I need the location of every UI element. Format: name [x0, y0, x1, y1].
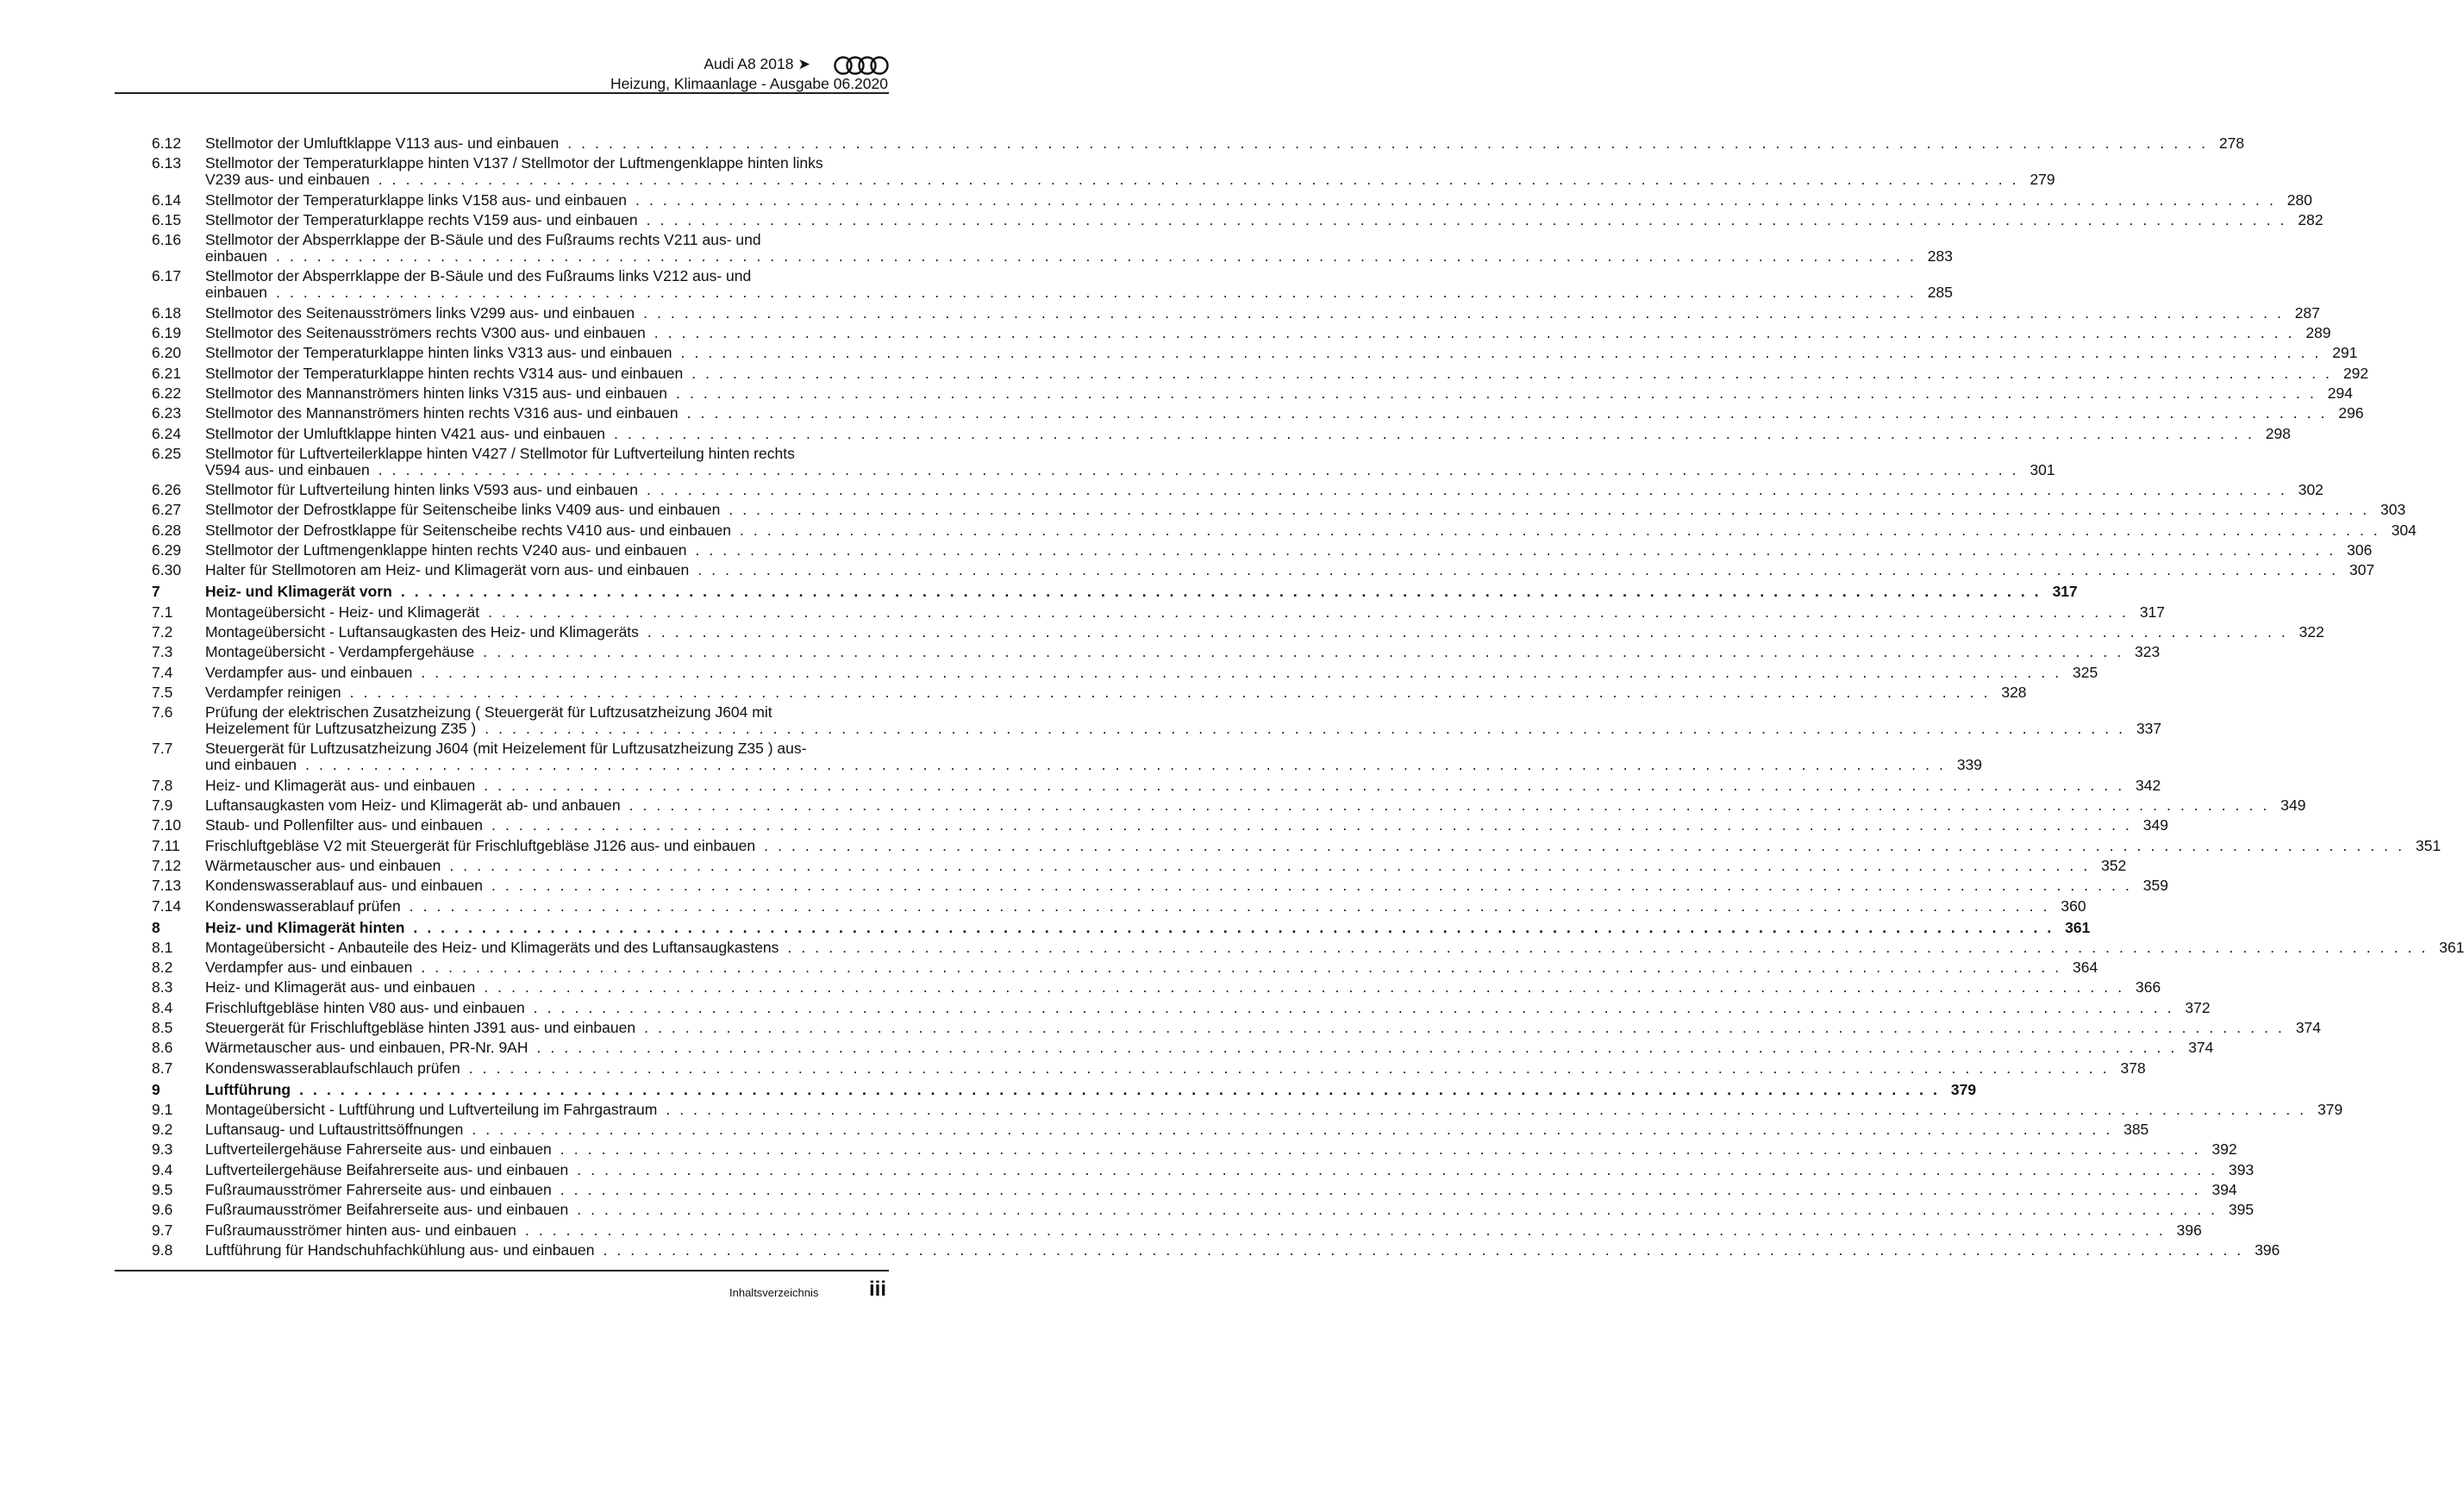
toc-entry-page: 287: [2294, 303, 2320, 322]
toc-entry-title: Stellmotor des Seitenausströmers links V299 aus- und einbauen: [205, 303, 635, 322]
toc-entry[interactable]: [152, 856, 2127, 874]
toc-entry-page: 360: [2061, 897, 2086, 915]
toc-entry-number: 7.7: [152, 740, 173, 758]
toc-entry-page: 395: [2228, 1201, 2254, 1219]
dot-leader: . . . . . . . . . . . . . . . . . . . . . . . . . . . . . . . . . . . . . . . . . . . . . . . . . . . . . . . . . . . . . . . . . . . . . . . . . . . . . . . . . . . . . . . . . . . . . . . . . . . . . . . . . . . . . . . . . . . . . . . .: [646, 210, 2287, 228]
toc-entry-page: 307: [2349, 561, 2375, 579]
dot-leader: . . . . . . . . . . . . . . . . . . . . . . . . . . . . . . . . . . . . . . . . . . . . . . . . . . . . . . . . . . . . . . . . . . . . . . . . . . . . . . . . . . . . . . . . . . . . . . . . . . . . . . . . . . . . . . . . . . . . . . . .: [560, 1140, 2201, 1159]
toc-entry-title: Stellmotor der Temperaturklappe hinten rechts V314 aus- und einbauen: [205, 364, 684, 382]
dot-leader: . . . . . . . . . . . . . . . . . . . . . . . . . . . . . . . . . . . . . . . . . . . . . . . . . . . . . . . . . . . . . . . . . . . . . . . . . . . . . . . . . . . . . . . . . . . . . . . . . . . . . . . . . . . . . . . . . . . . . . . .: [536, 1039, 2178, 1057]
toc-entry-number: 6.29: [152, 541, 182, 559]
toc-entry[interactable]: [152, 663, 2098, 681]
toc-entry-number: 6.21: [152, 364, 182, 382]
toc-entry-title: und einbauen: [205, 756, 297, 774]
toc-entry-title: Frischluftgebläse V2 mit Steuergerät für Frischluftgebläse J126 aus- und einbauen: [205, 836, 756, 854]
toc-entry[interactable]: [152, 1039, 2214, 1057]
toc-entry[interactable]: [152, 959, 2098, 977]
toc-entry-page: 361: [2065, 918, 2091, 936]
toc-entry-page: 303: [2380, 501, 2406, 519]
toc-entry-title: Luftführung: [205, 1080, 291, 1098]
toc-entry-title: einbauen: [205, 284, 268, 302]
toc-entry-title: einbauen: [205, 247, 268, 266]
toc-entry-number: 8.6: [152, 1039, 173, 1057]
dot-leader: . . . . . . . . . . . . . . . . . . . . . . . . . . . . . . . . . . . . . . . . . . . . . . . . . . . . . . . . . . . . . . . . . . . . . . . . . . . . . . . . . . . . . . . . . . . . . . . . . . . . . . . . . . . . . . . . . . . . . . . .: [485, 720, 2126, 738]
dot-leader: . . . . . . . . . . . . . . . . . . . . . . . . . . . . . . . . . . . . . . . . . . . . . . . . . . . . . . . . . . . . . . . . . . . . . . . . . . . . . . . . . . . . . . . . . . . . . . . . . . . . . . . . . . . . . . . . . . . . . . . .: [666, 1100, 2307, 1118]
toc-entry-title: Heizelement für Luftzusatzheizung Z35 ): [205, 720, 477, 738]
toc-entry-page: 339: [1956, 756, 1983, 774]
toc-entry[interactable]: [152, 364, 2369, 382]
document-subtitle: Heizung, Klimaanlage - Ausgabe 06.2020: [610, 75, 888, 92]
toc-entry-number: 7.14: [152, 897, 182, 915]
toc-entry-title: Luftansaugkasten vom Heiz- und Klimagerät ab- und anbauen: [205, 797, 621, 815]
toc-entry-number: 6.16: [152, 231, 182, 249]
dot-leader: . . . . . . . . . . . . . . . . . . . . . . . . . . . . . . . . . . . . . . . . . . . . . . . . . . . . . . . . . . . . . . . . . . . . . . . . . . . . . . . . . . . . . . . . . . . . . . . . . . . . . . . . . . . . . . . . . . . . . . . .: [468, 1059, 2110, 1077]
toc-entry-number: 8.5: [152, 1018, 173, 1036]
dot-leader: . . . . . . . . . . . . . . . . . . . . . . . . . . . . . . . . . . . . . . . . . . . . . . . . . . . . . . . . . . . . . . . . . . . . . . . . . . . . . . . . . . . . . . . . . . . . . . . . . . . . . . . . . . . . . . . . . . . . . . . .: [484, 776, 2125, 794]
toc-entry[interactable]: [152, 324, 2331, 342]
toc-entry-page: 296: [2338, 404, 2364, 422]
toc-entry-page: 394: [2211, 1181, 2237, 1199]
toc-entry[interactable]: [152, 797, 2306, 815]
toc-entry-title: Staub- und Pollenfilter aus- und einbauen: [205, 816, 484, 834]
toc-entry-title: Stellmotor der Umluftklappe hinten V421 aus- und einbauen: [205, 424, 606, 442]
toc-entry-title: Stellmotor der Temperaturklappe rechts V159 aus- und einbauen: [205, 210, 638, 228]
toc-entry[interactable]: [152, 344, 2358, 362]
toc-entry-number: 7.13: [152, 877, 182, 895]
header-rule: [115, 92, 889, 94]
dot-leader: . . . . . . . . . . . . . . . . . . . . . . . . . . . . . . . . . . . . . . . . . . . . . . . . . . . . . . . . . . . . . . . . . . . . . . . . . . . . . . . . . . . . . . . . . . . . . . . . . . . . . . . . . . . . . . . . . . . . . . . .: [491, 816, 2132, 834]
dot-leader: . . . . . . . . . . . . . . . . . . . . . . . . . . . . . . . . . . . . . . . . . . . . . . . . . . . . . . . . . . . . . . . . . . . . . . . . . . . . . . . . . . . . . . . . . . . . . . . . . . . . . . . . . . . . . . . . . . . . . . . .: [421, 959, 2062, 977]
toc-entry[interactable]: [152, 384, 2353, 402]
toc-entry[interactable]: [152, 1018, 2322, 1036]
toc-entry-page: 294: [2327, 384, 2353, 402]
toc-entry-page: 292: [2342, 364, 2369, 382]
toc-entry-title: Stellmotor des Seitenausströmers rechts V300 aus- und einbauen: [205, 324, 646, 342]
footer-page-number: iii: [869, 1278, 887, 1301]
toc-entry-number: 6.23: [152, 404, 182, 422]
toc-entry[interactable]: [152, 561, 2375, 579]
toc-entry-page: 328: [2001, 683, 2027, 701]
toc-entry-number: 6.25: [152, 444, 182, 462]
dot-leader: . . . . . . . . . . . . . . . . . . . . . . . . . . . . . . . . . . . . . . . . . . . . . . . . . . . . . . . . . . . . . . . . . . . . . . . . . . . . . . . . . . . . . . . . . . . . . . . . . . . . . . . . . . . . . . . . . . . . . . . .: [378, 171, 2019, 189]
toc-entry-page: 304: [2391, 521, 2417, 539]
toc-entry-page: 378: [2120, 1059, 2146, 1077]
toc-entry-number: 7.4: [152, 663, 173, 681]
dot-leader: . . . . . . . . . . . . . . . . . . . . . . . . . . . . . . . . . . . . . . . . . . . . . . . . . . . . . . . . . . . . . . . . . . . . . . . . . . . . . . . . . . . . . . . . . . . . . . . . . . . . . . . . . . . . . . . . . . . . . . . .: [635, 191, 2276, 209]
toc-entry-page: 317: [2052, 583, 2078, 601]
toc-entry-title: Prüfung der elektrischen Zusatzheizung ( Steuergerät für Luftzusatzheizung J604 mit: [205, 703, 772, 722]
footer-section-label: Inhaltsverzeichnis: [729, 1286, 819, 1299]
toc-entry-title: Steuergerät für Frischluftgebläse hinten J391 aus- und einbauen: [205, 1018, 636, 1036]
toc-chapter[interactable]: [152, 583, 2078, 601]
toc-entry-number: 8.4: [152, 998, 173, 1016]
toc-entry[interactable]: [152, 816, 2168, 834]
toc-entry-title: Luftführung für Handschuhfachkühlung aus- und einbauen: [205, 1240, 595, 1259]
toc-entry[interactable]: [152, 444, 2055, 478]
dot-leader: . . . . . . . . . . . . . . . . . . . . . . . . . . . . . . . . . . . . . . . . . . . . . . . . . . . . . . . . . . . . . . . . . . . . . . . . . . . . . . . . . . . . . . . . . . . . . . . . . . . . . . . . . . . . . . . . . . . . . . . .: [276, 284, 1917, 302]
toc-entry-number: 7.2: [152, 622, 173, 640]
toc-entry-number: 8.2: [152, 959, 173, 977]
dot-leader: . . . . . . . . . . . . . . . . . . . . . . . . . . . . . . . . . . . . . . . . . . . . . . . . . . . . . . . . . . . . . . . . . . . . . . . . . . . . . . . . . . . . . . . . . . . . . . . . . . . . . . . . . . . . . . . . . . . . . . . .: [560, 1181, 2201, 1199]
table-of-contents: [152, 134, 2464, 1262]
dot-leader: . . . . . . . . . . . . . . . . . . . . . . . . . . . . . . . . . . . . . . . . . . . . . . . . . . . . . . . . . . . . . . . . . . . . . . . . . . . . . . . . . . . . . . . . . . . . . . . . . . . . . . . . . . . . . . . . . . . . . . . .: [577, 1201, 2218, 1219]
toc-entry[interactable]: [152, 603, 2166, 621]
toc-entry-page: 337: [2136, 720, 2162, 738]
toc-entry[interactable]: [152, 501, 2406, 519]
toc-entry-number: 9.8: [152, 1240, 173, 1259]
toc-entry-page: 385: [2123, 1121, 2149, 1139]
toc-entry[interactable]: [152, 231, 1953, 266]
toc-entry-title: Stellmotor der Absperrklappe der B-Säule und des Fußraums rechts V211 aus- und: [205, 231, 761, 249]
toc-entry-title: Stellmotor des Mannanströmers hinten links V315 aus- und einbauen: [205, 384, 668, 402]
dot-leader: . . . . . . . . . . . . . . . . . . . . . . . . . . . . . . . . . . . . . . . . . . . . . . . . . . . . . . . . . . . . . . . . . . . . . . . . . . . . . . . . . . . . . . . . . . . . . . . . . . . . . . . . . . . . . . . . . . . . . . . .: [577, 1160, 2218, 1178]
dot-leader: . . . . . . . . . . . . . . . . . . . . . . . . . . . . . . . . . . . . . . . . . . . . . . . . . . . . . . . . . . . . . . . . . . . . . . . . . . . . . . . . . . . . . . . . . . . . . . . . . . . . . . . . . . . . . . . . . . . . . . . .: [484, 978, 2125, 997]
toc-entry-title: Verdampfer reinigen: [205, 683, 341, 701]
toc-entry-page: 279: [2029, 171, 2055, 189]
toc-entry-title: Heiz- und Klimagerät hinten: [205, 918, 405, 936]
toc-entry[interactable]: [152, 1221, 2202, 1239]
toc-entry-number: 9.7: [152, 1221, 173, 1239]
toc-entry-number: 6.20: [152, 344, 182, 362]
toc-entry-title: Frischluftgebläse hinten V80 aus- und einbauen: [205, 998, 525, 1016]
dot-leader: . . . . . . . . . . . . . . . . . . . . . . . . . . . . . . . . . . . . . . . . . . . . . . . . . . . . . . . . . . . . . . . . . . . . . . . . . . . . . . . . . . . . . . . . . . . . . . . . . . . . . . . . . . . . . . . . . . . . . . . .: [686, 404, 2328, 422]
dot-leader: . . . . . . . . . . . . . . . . . . . . . . . . . . . . . . . . . . . . . . . . . . . . . . . . . . . . . . . . . . . . . . . . . . . . . . . . . . . . . . . . . . . . . . . . . . . . . . . . . . . . . . . . . . . . . . . . . . . . . . . .: [524, 1221, 2166, 1239]
toc-entry-number: 6.22: [152, 384, 182, 402]
toc-entry-number: 7.12: [152, 856, 182, 874]
toc-entry-title: Heiz- und Klimagerät vorn: [205, 583, 392, 601]
dot-leader: . . . . . . . . . . . . . . . . . . . . . . . . . . . . . . . . . . . . . . . . . . . . . . . . . . . . . . . . . . . . . . . . . . . . . . . . . . . . . . . . . . . . . . . . . . . . . . . . . . . . . . . . . . . . . . . . . . . . . . . .: [276, 247, 1917, 266]
dot-leader: . . . . . . . . . . . . . . . . . . . . . . . . . . . . . . . . . . . . . . . . . . . . . . . . . . . . . . . . . . . . . . . . . . . . . . . . . . . . . . . . . . . . . . . . . . . . . . . . . . . . . . . . . . . . . . . . . . . . . . . .: [400, 583, 2042, 601]
dot-leader: . . . . . . . . . . . . . . . . . . . . . . . . . . . . . . . . . . . . . . . . . . . . . . . . . . . . . . . . . . . . . . . . . . . . . . . . . . . . . . . . . . . . . . . . . . . . . . . . . . . . . . . . . . . . . . . . . . . . . . . .: [413, 918, 2054, 936]
toc-entry[interactable]: [152, 836, 2442, 854]
toc-entry-page: 379: [1950, 1080, 1977, 1098]
toc-entry-title: Heiz- und Klimagerät aus- und einbauen: [205, 776, 476, 794]
toc-entry-title: Steuergerät für Luftzusatzheizung J604 (mit Heizelement für Luftzusatzheizung Z35 ) aus-: [205, 740, 807, 758]
toc-entry-number: 7.3: [152, 643, 173, 661]
toc-entry[interactable]: [152, 267, 1953, 302]
dot-leader: . . . . . . . . . . . . . . . . . . . . . . . . . . . . . . . . . . . . . . . . . . . . . . . . . . . . . . . . . . . . . . . . . . . . . . . . . . . . . . . . . . . . . . . . . . . . . . . . . . . . . . . . . . . . . . . . . . . . . . . .: [644, 1018, 2286, 1036]
toc-entry-number: 9.4: [152, 1160, 173, 1178]
dot-leader: . . . . . . . . . . . . . . . . . . . . . . . . . . . . . . . . . . . . . . . . . . . . . . . . . . . . . . . . . . . . . . . . . . . . . . . . . . . . . . . . . . . . . . . . . . . . . . . . . . . . . . . . . . . . . . . . . . . . . . . .: [483, 643, 2124, 661]
toc-entry[interactable]: [152, 703, 2162, 738]
toc-entry-number: 7.5: [152, 683, 173, 701]
toc-entry[interactable]: [152, 1240, 2280, 1259]
toc-entry-number: 7.11: [152, 836, 180, 854]
toc-entry-number: 6.17: [152, 267, 182, 285]
toc-entry[interactable]: [152, 424, 2291, 442]
toc-entry-number: 6.30: [152, 561, 182, 579]
toc-entry-number: 6.14: [152, 191, 182, 209]
toc-chapter[interactable]: [152, 1080, 1977, 1098]
toc-entry-number: 6.13: [152, 154, 182, 172]
dot-leader: . . . . . . . . . . . . . . . . . . . . . . . . . . . . . . . . . . . . . . . . . . . . . . . . . . . . . . . . . . . . . . . . . . . . . . . . . . . . . . . . . . . . . . . . . . . . . . . . . . . . . . . . . . . . . . . . . . . . . . . .: [491, 877, 2132, 895]
dot-leader: . . . . . . . . . . . . . . . . . . . . . . . . . . . . . . . . . . . . . . . . . . . . . . . . . . . . . . . . . . . . . . . . . . . . . . . . . . . . . . . . . . . . . . . . . . . . . . . . . . . . . . . . . . . . . . . . . . . . . . . .: [697, 561, 2339, 579]
toc-entry-page: 301: [2029, 460, 2055, 478]
toc-entry-title: Kondenswasserablaufschlauch prüfen: [205, 1059, 460, 1077]
toc-entry-number: 8.3: [152, 978, 173, 997]
toc-entry-number: 9.5: [152, 1181, 173, 1199]
toc-entry[interactable]: [152, 643, 2161, 661]
toc-entry[interactable]: [152, 1201, 2254, 1219]
toc-entry-title: Stellmotor der Defrostklappe für Seitenscheibe links V409 aus- und einbauen: [205, 501, 721, 519]
dot-leader: . . . . . . . . . . . . . . . . . . . . . . . . . . . . . . . . . . . . . . . . . . . . . . . . . . . . . . . . . . . . . . . . . . . . . . . . . . . . . . . . . . . . . . . . . . . . . . . . . . . . . . . . . . . . . . . . . . . . . . . .: [421, 663, 2062, 681]
toc-entry[interactable]: [152, 210, 2323, 228]
toc-entry-page: 392: [2211, 1140, 2237, 1159]
toc-entry-page: 283: [1927, 247, 1953, 266]
toc-entry[interactable]: [152, 683, 2027, 701]
toc-entry-title: Luftansaug- und Luftaustrittsöffnungen: [205, 1121, 464, 1139]
dot-leader: . . . . . . . . . . . . . . . . . . . . . . . . . . . . . . . . . . . . . . . . . . . . . . . . . . . . . . . . . . . . . . . . . . . . . . . . . . . . . . . . . . . . . . . . . . . . . . . . . . . . . . . . . . . . . . . . . . . . . . . .: [729, 501, 2370, 519]
toc-entry[interactable]: [152, 521, 2417, 539]
toc-entry-title: Stellmotor der Temperaturklappe links V158 aus- und einbauen: [205, 191, 628, 209]
dot-leader: . . . . . . . . . . . . . . . . . . . . . . . . . . . . . . . . . . . . . . . . . . . . . . . . . . . . . . . . . . . . . . . . . . . . . . . . . . . . . . . . . . . . . . . . . . . . . . . . . . . . . . . . . . . . . . . . . . . . . . . .: [676, 384, 2317, 402]
dot-leader: . . . . . . . . . . . . . . . . . . . . . . . . . . . . . . . . . . . . . . . . . . . . . . . . . . . . . . . . . . . . . . . . . . . . . . . . . . . . . . . . . . . . . . . . . . . . . . . . . . . . . . . . . . . . . . . . . . . . . . . .: [787, 938, 2429, 956]
document-title: Audi A8 2018 ➤: [704, 55, 810, 72]
toc-entry[interactable]: [152, 776, 2161, 794]
toc-entry-number: 7.1: [152, 603, 173, 621]
toc-entry[interactable]: [152, 622, 2324, 640]
toc-entry-number: 6.18: [152, 303, 182, 322]
toc-entry-page: 349: [2142, 816, 2168, 834]
toc-entry-number: 9.2: [152, 1121, 173, 1139]
toc-entry-title: Montageübersicht - Verdampfergehäuse: [205, 643, 475, 661]
dot-leader: . . . . . . . . . . . . . . . . . . . . . . . . . . . . . . . . . . . . . . . . . . . . . . . . . . . . . . . . . . . . . . . . . . . . . . . . . . . . . . . . . . . . . . . . . . . . . . . . . . . . . . . . . . . . . . . . . . . . . . . .: [533, 998, 2174, 1016]
toc-entry-number: 6.15: [152, 210, 182, 228]
dot-leader: . . . . . . . . . . . . . . . . . . . . . . . . . . . . . . . . . . . . . . . . . . . . . . . . . . . . . . . . . . . . . . . . . . . . . . . . . . . . . . . . . . . . . . . . . . . . . . . . . . . . . . . . . . . . . . . . . . . . . . . .: [603, 1240, 2244, 1259]
toc-entry-page: 317: [2139, 603, 2166, 621]
dot-leader: . . . . . . . . . . . . . . . . . . . . . . . . . . . . . . . . . . . . . . . . . . . . . . . . . . . . . . . . . . . . . . . . . . . . . . . . . . . . . . . . . . . . . . . . . . . . . . . . . . . . . . . . . . . . . . . . . . . . . . . .: [614, 424, 2254, 442]
dot-leader: . . . . . . . . . . . . . . . . . . . . . . . . . . . . . . . . . . . . . . . . . . . . . . . . . . . . . . . . . . . . . . . . . . . . . . . . . . . . . . . . . . . . . . . . . . . . . . . . . . . . . . . . . . . . . . . . . . . . . . . .: [646, 481, 2287, 499]
audi-rings-logo: [834, 55, 889, 76]
toc-entry-page: 306: [2347, 541, 2373, 559]
toc-entry-number: 8.1: [152, 938, 173, 956]
toc-entry-title: Verdampfer aus- und einbauen: [205, 663, 413, 681]
toc-entry-title: Stellmotor des Mannanströmers hinten rechts V316 aus- und einbauen: [205, 404, 679, 422]
toc-entry-title: Fußraumausströmer Beifahrerseite aus- und einbauen: [205, 1201, 569, 1219]
toc-entry-title: Luftverteilergehäuse Fahrerseite aus- und einbauen: [205, 1140, 552, 1159]
toc-entry-page: 302: [2298, 481, 2323, 499]
toc-entry-page: 351: [2415, 836, 2442, 854]
dot-leader: . . . . . . . . . . . . . . . . . . . . . . . . . . . . . . . . . . . . . . . . . . . . . . . . . . . . . . . . . . . . . . . . . . . . . . . . . . . . . . . . . . . . . . . . . . . . . . . . . . . . . . . . . . . . . . . . . . . . . . . .: [409, 897, 2050, 915]
toc-entry-page: 298: [2265, 424, 2291, 442]
toc-entry[interactable]: [152, 897, 2086, 915]
toc-chapter[interactable]: [152, 918, 2091, 936]
toc-entry-page: 322: [2298, 622, 2324, 640]
toc-entry-page: 361: [2439, 938, 2464, 956]
toc-entry[interactable]: [152, 404, 2364, 422]
toc-entry-title: V239 aus- und einbauen: [205, 171, 370, 189]
toc-entry[interactable]: [152, 1160, 2254, 1178]
toc-entry-page: 374: [2188, 1039, 2214, 1057]
toc-entry-title: Wärmetauscher aus- und einbauen, PR-Nr. 9AH: [205, 1039, 528, 1057]
toc-entry-title: Stellmotor für Luftverteilerklappe hinten V427 / Stellmotor für Luftverteilung hinten rechts: [205, 444, 795, 462]
toc-entry-title: Heiz- und Klimagerät aus- und einbauen: [205, 978, 476, 997]
toc-entry-title: Luftverteilergehäuse Beifahrerseite aus- und einbauen: [205, 1160, 569, 1178]
toc-entry-page: 280: [2286, 191, 2312, 209]
toc-entry-title: V594 aus- und einbauen: [205, 460, 370, 478]
toc-entry[interactable]: [152, 541, 2373, 559]
toc-entry-title: Montageübersicht - Anbauteile des Heiz- und Klimageräts und des Luftansaugkastens: [205, 938, 779, 956]
toc-entry-number: 7: [152, 583, 160, 601]
toc-entry-number: 6.19: [152, 324, 182, 342]
toc-entry-number: 7.8: [152, 776, 173, 794]
dot-leader: . . . . . . . . . . . . . . . . . . . . . . . . . . . . . . . . . . . . . . . . . . . . . . . . . . . . . . . . . . . . . . . . . . . . . . . . . . . . . . . . . . . . . . . . . . . . . . . . . . . . . . . . . . . . . . . . . . . . . . . .: [378, 460, 2019, 478]
dot-leader: . . . . . . . . . . . . . . . . . . . . . . . . . . . . . . . . . . . . . . . . . . . . . . . . . . . . . . . . . . . . . . . . . . . . . . . . . . . . . . . . . . . . . . . . . . . . . . . . . . . . . . . . . . . . . . . . . . . . . . . .: [691, 364, 2333, 382]
toc-entry-page: 379: [2317, 1100, 2343, 1118]
toc-entry-title: Stellmotor der Temperaturklappe hinten V137 / Stellmotor der Luftmengenklappe hinten links: [205, 154, 823, 172]
toc-entry-page: 396: [2254, 1240, 2280, 1259]
toc-entry-number: 6.12: [152, 134, 182, 152]
toc-entry-number: 8.7: [152, 1059, 173, 1077]
toc-entry-number: 9.6: [152, 1201, 173, 1219]
toc-entry-number: 8: [152, 918, 160, 936]
toc-entry-page: 342: [2135, 776, 2161, 794]
dot-leader: . . . . . . . . . . . . . . . . . . . . . . . . . . . . . . . . . . . . . . . . . . . . . . . . . . . . . . . . . . . . . . . . . . . . . . . . . . . . . . . . . . . . . . . . . . . . . . . . . . . . . . . . . . . . . . . . . . . . . . . .: [629, 797, 2270, 815]
toc-entry[interactable]: [152, 877, 2168, 895]
toc-entry-number: 6.27: [152, 501, 182, 519]
toc-entry-page: 359: [2142, 877, 2168, 895]
toc-entry-page: 285: [1927, 284, 1953, 302]
toc-entry-page: 352: [2101, 856, 2127, 874]
dot-leader: . . . . . . . . . . . . . . . . . . . . . . . . . . . . . . . . . . . . . . . . . . . . . . . . . . . . . . . . . . . . . . . . . . . . . . . . . . . . . . . . . . . . . . . . . . . . . . . . . . . . . . . . . . . . . . . . . . . . . . . .: [567, 134, 2209, 152]
toc-entry-number: 6.28: [152, 521, 182, 539]
toc-entry[interactable]: [152, 134, 2245, 152]
toc-entry-title: Fußraumausströmer hinten aus- und einbauen: [205, 1221, 516, 1239]
toc-entry-title: Stellmotor der Umluftklappe V113 aus- und einbauen: [205, 134, 560, 152]
toc-entry-number: 7.9: [152, 797, 173, 815]
dot-leader: . . . . . . . . . . . . . . . . . . . . . . . . . . . . . . . . . . . . . . . . . . . . . . . . . . . . . . . . . . . . . . . . . . . . . . . . . . . . . . . . . . . . . . . . . . . . . . . . . . . . . . . . . . . . . . . . . . . . . . . .: [488, 603, 2129, 621]
toc-entry-title: Fußraumausströmer Fahrerseite aus- und einbauen: [205, 1181, 552, 1199]
toc-entry-title: Stellmotor der Defrostklappe für Seitenscheibe rechts V410 aus- und einbauen: [205, 521, 731, 539]
dot-leader: . . . . . . . . . . . . . . . . . . . . . . . . . . . . . . . . . . . . . . . . . . . . . . . . . . . . . . . . . . . . . . . . . . . . . . . . . . . . . . . . . . . . . . . . . . . . . . . . . . . . . . . . . . . . . . . . . . . . . . . .: [643, 303, 2284, 322]
dot-leader: . . . . . . . . . . . . . . . . . . . . . . . . . . . . . . . . . . . . . . . . . . . . . . . . . . . . . . . . . . . . . . . . . . . . . . . . . . . . . . . . . . . . . . . . . . . . . . . . . . . . . . . . . . . . . . . . . . . . . . . .: [349, 683, 1991, 701]
toc-entry-page: 396: [2176, 1221, 2202, 1239]
toc-entry[interactable]: [152, 740, 1983, 774]
dot-leader: . . . . . . . . . . . . . . . . . . . . . . . . . . . . . . . . . . . . . . . . . . . . . . . . . . . . . . . . . . . . . . . . . . . . . . . . . . . . . . . . . . . . . . . . . . . . . . . . . . . . . . . . . . . . . . . . . . . . . . . .: [449, 856, 2091, 874]
toc-entry-number: 9: [152, 1080, 160, 1098]
dot-leader: . . . . . . . . . . . . . . . . . . . . . . . . . . . . . . . . . . . . . . . . . . . . . . . . . . . . . . . . . . . . . . . . . . . . . . . . . . . . . . . . . . . . . . . . . . . . . . . . . . . . . . . . . . . . . . . . . . . . . . . .: [299, 1080, 1941, 1098]
toc-entry-page: 364: [2073, 959, 2098, 977]
toc-entry-title: Stellmotor der Temperaturklappe hinten links V313 aus- und einbauen: [205, 344, 672, 362]
toc-entry-title: Stellmotor für Luftverteilung hinten links V593 aus- und einbauen: [205, 481, 638, 499]
footer-rule: [115, 1270, 889, 1271]
toc-entry-number: 9.1: [152, 1100, 173, 1118]
toc-entry-page: 349: [2280, 797, 2306, 815]
toc-entry-number: 9.3: [152, 1140, 173, 1159]
dot-leader: . . . . . . . . . . . . . . . . . . . . . . . . . . . . . . . . . . . . . . . . . . . . . . . . . . . . . . . . . . . . . . . . . . . . . . . . . . . . . . . . . . . . . . . . . . . . . . . . . . . . . . . . . . . . . . . . . . . . . . . .: [654, 324, 2295, 342]
toc-entry-title: Kondenswasserablauf aus- und einbauen: [205, 877, 484, 895]
toc-entry[interactable]: [152, 191, 2312, 209]
toc-entry-page: 282: [2298, 210, 2323, 228]
toc-entry-number: 7.10: [152, 816, 182, 834]
toc-entry-page: 323: [2135, 643, 2161, 661]
toc-entry-title: Wärmetauscher aus- und einbauen: [205, 856, 441, 874]
toc-entry-page: 372: [2185, 998, 2211, 1016]
toc-entry[interactable]: [152, 1181, 2237, 1199]
toc-entry[interactable]: [152, 938, 2464, 956]
dot-leader: . . . . . . . . . . . . . . . . . . . . . . . . . . . . . . . . . . . . . . . . . . . . . . . . . . . . . . . . . . . . . . . . . . . . . . . . . . . . . . . . . . . . . . . . . . . . . . . . . . . . . . . . . . . . . . . . . . . . . . . .: [695, 541, 2336, 559]
toc-entry[interactable]: [152, 1059, 2146, 1077]
toc-entry-page: 325: [2073, 663, 2098, 681]
dot-leader: . . . . . . . . . . . . . . . . . . . . . . . . . . . . . . . . . . . . . . . . . . . . . . . . . . . . . . . . . . . . . . . . . . . . . . . . . . . . . . . . . . . . . . . . . . . . . . . . . . . . . . . . . . . . . . . . . . . . . . . .: [764, 836, 2405, 854]
dot-leader: . . . . . . . . . . . . . . . . . . . . . . . . . . . . . . . . . . . . . . . . . . . . . . . . . . . . . . . . . . . . . . . . . . . . . . . . . . . . . . . . . . . . . . . . . . . . . . . . . . . . . . . . . . . . . . . . . . . . . . . .: [647, 622, 2288, 640]
toc-entry-page: 374: [2295, 1018, 2322, 1036]
toc-entry[interactable]: [152, 154, 2055, 189]
toc-entry-title: Montageübersicht - Luftansaugkasten des Heiz- und Klimageräts: [205, 622, 639, 640]
toc-entry[interactable]: [152, 303, 2320, 322]
toc-entry-title: Verdampfer aus- und einbauen: [205, 959, 413, 977]
toc-entry[interactable]: [152, 1100, 2343, 1118]
toc-entry[interactable]: [152, 1121, 2149, 1139]
toc-entry-title: Kondenswasserablauf prüfen: [205, 897, 401, 915]
toc-entry-page: 278: [2218, 134, 2245, 152]
dot-leader: . . . . . . . . . . . . . . . . . . . . . . . . . . . . . . . . . . . . . . . . . . . . . . . . . . . . . . . . . . . . . . . . . . . . . . . . . . . . . . . . . . . . . . . . . . . . . . . . . . . . . . . . . . . . . . . . . . . . . . . .: [680, 344, 2322, 362]
toc-entry-number: 6.26: [152, 481, 182, 499]
toc-entry[interactable]: [152, 978, 2161, 997]
toc-entry[interactable]: [152, 998, 2211, 1016]
toc-entry-title: Halter für Stellmotoren am Heiz- und Klimagerät vorn aus- und einbauen: [205, 561, 690, 579]
toc-entry-title: Stellmotor der Luftmengenklappe hinten rechts V240 aus- und einbauen: [205, 541, 687, 559]
dot-leader: . . . . . . . . . . . . . . . . . . . . . . . . . . . . . . . . . . . . . . . . . . . . . . . . . . . . . . . . . . . . . . . . . . . . . . . . . . . . . . . . . . . . . . . . . . . . . . . . . . . . . . . . . . . . . . . . . . . . . . . .: [305, 756, 1947, 774]
dot-leader: . . . . . . . . . . . . . . . . . . . . . . . . . . . . . . . . . . . . . . . . . . . . . . . . . . . . . . . . . . . . . . . . . . . . . . . . . . . . . . . . . . . . . . . . . . . . . . . . . . . . . . . . . . . . . . . . . . . . . . . .: [472, 1121, 2113, 1139]
dot-leader: . . . . . . . . . . . . . . . . . . . . . . . . . . . . . . . . . . . . . . . . . . . . . . . . . . . . . . . . . . . . . . . . . . . . . . . . . . . . . . . . . . . . . . . . . . . . . . . . . . . . . . . . . . . . . . . . . . . . . . . .: [739, 521, 2380, 539]
toc-entry-page: 366: [2135, 978, 2161, 997]
toc-entry-page: 289: [2305, 324, 2331, 342]
toc-entry[interactable]: [152, 1140, 2237, 1159]
toc-entry-title: Montageübersicht - Luftführung und Luftverteilung im Fahrgastraum: [205, 1100, 658, 1118]
toc-entry[interactable]: [152, 481, 2323, 499]
toc-entry-title: Stellmotor der Absperrklappe der B-Säule und des Fußraums links V212 aus- und: [205, 267, 752, 285]
toc-entry-number: 7.6: [152, 703, 173, 722]
toc-entry-number: 6.24: [152, 424, 182, 442]
toc-entry-page: 291: [2332, 344, 2358, 362]
toc-entry-title: Montageübersicht - Heiz- und Klimagerät: [205, 603, 480, 621]
toc-entry-page: 393: [2229, 1160, 2254, 1178]
